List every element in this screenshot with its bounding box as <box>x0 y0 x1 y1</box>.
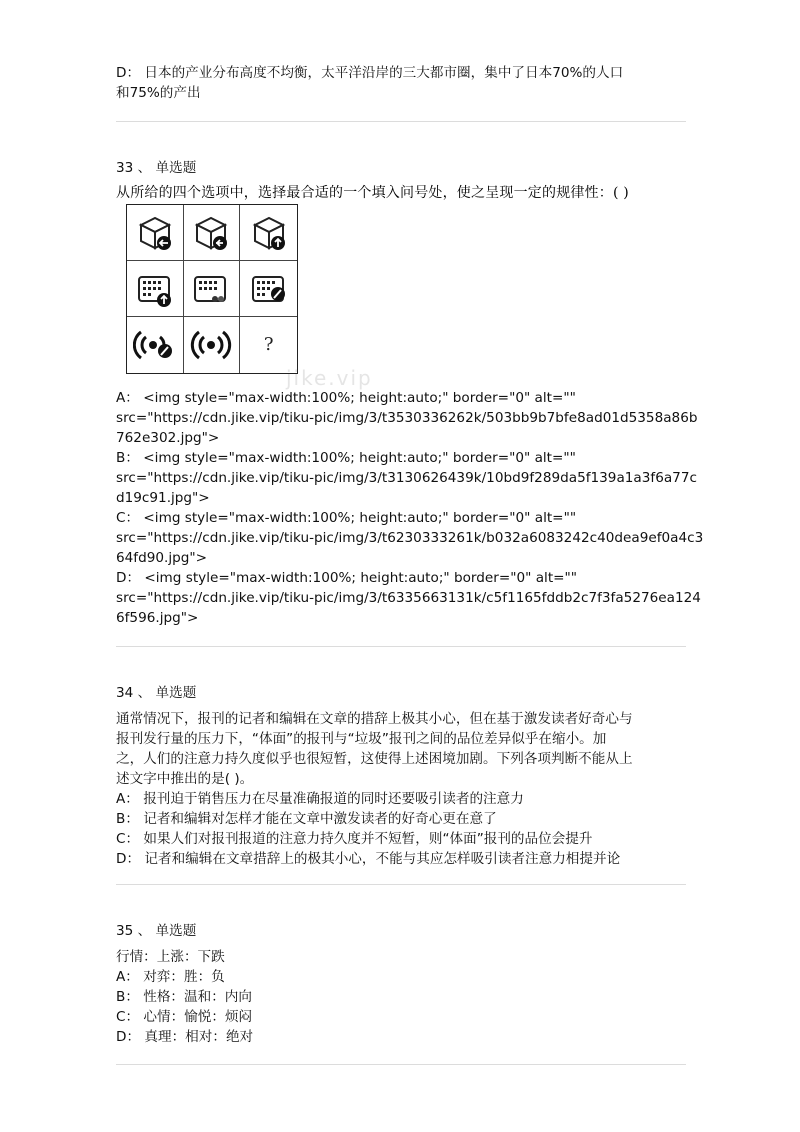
prev-option-d <box>116 63 623 103</box>
stem-line: 通常情况下，报刊的记者和编辑在文章的措辞上极其小心，但在基于激发读者好奇心与 <box>116 711 633 727</box>
keypad-edit-icon <box>240 261 297 317</box>
question-33 <box>116 158 196 178</box>
keypad-dots-icon <box>184 261 241 317</box>
separator <box>116 1064 686 1065</box>
option-c-line2: src="https://cdn.jike.vip/tiku-pic/img/3/t6230333261k/b032a6083242c40dea9ef0a4c3 <box>116 530 704 546</box>
option-c-line3: 64fd90.jpg"> <box>116 550 208 566</box>
option-d[interactable]: D： 真理：相对：绝对 <box>116 1029 254 1045</box>
option-c[interactable]: C： 如果人们对报刊报道的注意力持久度并不短暂，则“体面”报刊的品位会提升 <box>116 831 593 847</box>
question-35 <box>116 921 686 1047</box>
option-c-line1: C： <img style="max-width:100%; height:auto;" border="0" alt="" <box>116 510 577 526</box>
prev-option-d-line2: 和75%的产出 <box>116 85 201 101</box>
signal-icon <box>184 317 241 373</box>
cube-arrow-left-icon <box>127 205 184 261</box>
option-a-line3: 762e302.jpg"> <box>116 430 220 446</box>
stem-line: 报刊发行量的压力下，“体面”的报刊与“垃圾”报刊之间的品位差异似乎在缩小。加 <box>116 731 607 747</box>
option-d-line1: D： <img style="max-width:100%; height:auto;" border="0" alt="" <box>116 570 578 586</box>
question-34 <box>116 683 686 869</box>
question-33-header: 33 、 单选题 <box>116 160 197 176</box>
option-b[interactable] <box>116 448 697 508</box>
watermark: jike.vip <box>286 366 373 390</box>
option-a-line1: A： <img style="max-width:100%; height:auto;" border="0" alt="" <box>116 390 576 406</box>
option-b[interactable]: B： 性格：温和：内向 <box>116 989 252 1005</box>
question-mark-cell <box>240 317 297 373</box>
question-34-stem <box>116 709 686 789</box>
option-a-line2: src="https://cdn.jike.vip/tiku-pic/img/3/t3530336262k/503bb9b7bfe8ad01d5358a86b <box>116 410 698 426</box>
option-d-line2: src="https://cdn.jike.vip/tiku-pic/img/3/t6335663131k/c5f1165fddb2c7f3fa5276ea124 <box>116 590 701 606</box>
option-b-line2: src="https://cdn.jike.vip/tiku-pic/img/3/t3130626439k/10bd9f289da5f139a1a3f6a77c <box>116 470 697 486</box>
stem-line: 述文字中推出的是( )。 <box>116 771 254 787</box>
option-a[interactable]: A： 报刊迫于销售压力在尽量准确报道的同时还要吸引读者的注意力 <box>116 791 524 807</box>
stem-line: 之，人们的注意力持久度似乎也很短暂，这使得上述困境加剧。下列各项判断不能从上 <box>116 751 633 767</box>
prev-option-d-line1: D： 日本的产业分布高度不均衡，太平洋沿岸的三大都市圈，集中了日本70%的人口 <box>116 65 624 81</box>
option-d[interactable]: D： 记者和编辑在文章措辞上的极其小心，不能与其应怎样吸引读者注意力相提并论 <box>116 851 621 867</box>
figure-grid <box>126 204 298 374</box>
separator <box>116 646 686 647</box>
option-b-line1: B： <img style="max-width:100%; height:auto;" border="0" alt="" <box>116 450 576 466</box>
keypad-arrow-up-icon <box>127 261 184 317</box>
option-b-line3: d19c91.jpg"> <box>116 490 210 506</box>
question-33-options <box>116 388 704 628</box>
separator <box>116 884 686 885</box>
signal-edit-icon <box>127 317 184 373</box>
option-a[interactable]: A： 对弈：胜：负 <box>116 969 225 985</box>
cube-arrow-left-icon-2 <box>184 205 241 261</box>
option-a[interactable] <box>116 388 698 448</box>
question-35-header: 35 、 单选题 <box>116 923 197 939</box>
option-d[interactable] <box>116 568 701 628</box>
cube-arrow-up-icon <box>240 205 297 261</box>
option-d-line3: 6f596.jpg"> <box>116 610 199 626</box>
option-b[interactable]: B： 记者和编辑对怎样才能在文章中激发读者的好奇心更在意了 <box>116 811 497 827</box>
option-c[interactable]: C： 心情：愉悦：烦闷 <box>116 1009 253 1025</box>
question-33-figure <box>116 184 686 390</box>
question-35-stem: 行情：上涨：下跌 <box>116 949 225 965</box>
separator <box>116 121 686 122</box>
question-33-caption: 从所给的四个选项中，选择最合适的一个填入问号处，使之呈现一定的规律性：( ) <box>116 185 629 201</box>
option-c[interactable] <box>116 508 704 568</box>
question-34-header: 34 、 单选题 <box>116 685 197 701</box>
question-mark: ? <box>263 334 274 355</box>
